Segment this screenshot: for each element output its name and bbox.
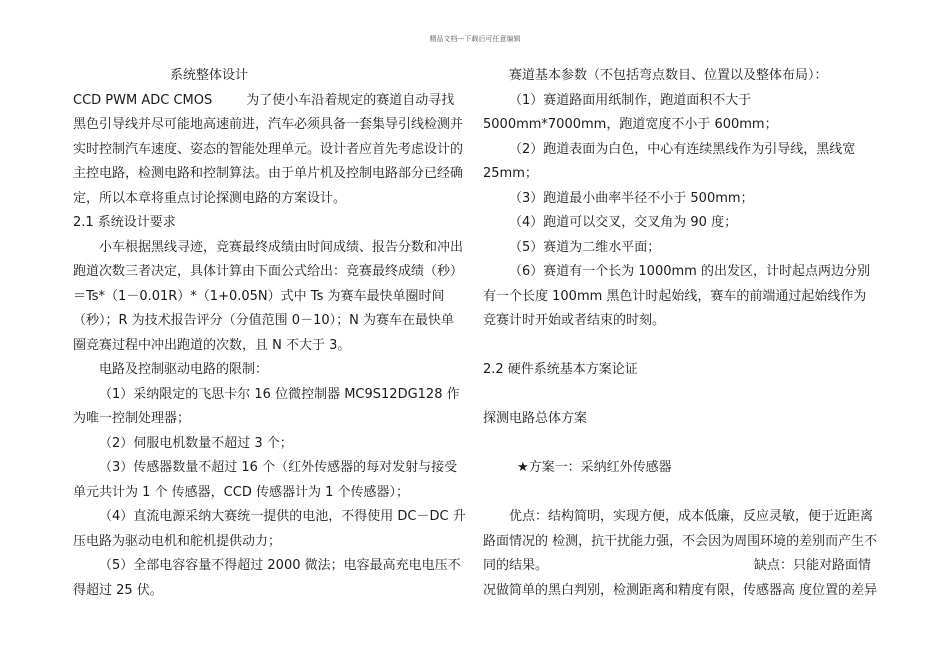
limit-item-5: （5）全部电容容量不得超过 2000 微法；电容最高充电电压不得超过 25 伏。 xyxy=(73,558,461,598)
disadvantages-text: 缺点：只能对路面情况做简单的黑白判别，检测距离和精度有限，传感器高 度位置的差异 xyxy=(483,558,878,598)
intro-paragraph xyxy=(73,89,466,212)
track-item-2: （2）跑道表面为白色，中心有连续黑线作为引导线，黑线宽 25mm； xyxy=(483,141,856,181)
section-2-1-heading: 2.1 系统设计要求 xyxy=(73,215,176,230)
track-item-5: （5）赛道为二维水平面； xyxy=(509,239,661,255)
track-item-6: （6）赛道有一个长为 1000mm 的出发区，计时起点两边分别有一个长度 100mm 黑色计时起始线，赛车的前端通过起始线作为竞赛计时开始或者结束的时刻。 xyxy=(483,264,870,328)
track-item-3: （3）跑道最小曲率半径不小于 500mm； xyxy=(509,190,754,206)
scoring-paragraph: 小车根据黑线寻迹，竞赛最终成绩由时间成绩、报告分数和冲出跑道次数三者决定，具体计算由下面公式给出：竞赛最终成绩（秒）＝Ts*（1－0.01R）*（1+0.05N）式中 Ts 为赛车最快单圈时间（秒）；R 为技术报告评分（分值范围 0－10）；N 为赛车在最快单圈竞赛过程中冲出跑道的次数，且 N 不大于 3。 xyxy=(73,239,464,353)
plan-one-heading: ★方案一：采纳红外传感器 xyxy=(517,460,672,475)
advantages-paragraph xyxy=(483,505,878,603)
limit-item-1: （1）采纳限定的飞思卡尔 16 位微控制器 MC9S12DG128 作为唯一控制处理器； xyxy=(73,386,460,426)
limit-item-4: （4）直流电源采纳大赛统一提供的电池，不得使用 DC－DC 升压电路为驱动电机和舵机提供动力； xyxy=(73,509,466,549)
left-column xyxy=(73,64,466,603)
page-header: 精品文档---下载后可任意编辑 xyxy=(429,35,521,43)
advantages-text: 优点：结构简明，实现方便，成本低廉，反应灵敏，便于近距离路面情况的 检测，抗干扰能力强，不会因为周围环境的差别而产生不同的结果。 xyxy=(483,509,878,573)
section-2-2-heading: 2.2 硬件系统基本方案论证 xyxy=(483,362,638,377)
track-item-4: （4）跑道可以交叉，交叉角为 90 度； xyxy=(509,215,738,230)
keywords: CCD PWM ADC CMOS xyxy=(73,92,213,108)
track-params-heading: 赛道基本参数（不包括弯点数目、位置以及整体布局）： xyxy=(509,68,828,83)
detection-heading: 探测电路总体方案 xyxy=(483,411,588,426)
right-column xyxy=(483,64,878,603)
intro-text: 为了使小车沿着规定的赛道自动寻找黑色引导线并尽可能地高速前进，汽车必须具备一套集导引线检测并实时控制汽车速度、姿态的智能处理单元。设计者应首先考虑设计的主控电路，检测电路和控制算法。由于单片机及控制电路部分已经确定，所以本章将重点讨论探测电路的方案设计。 xyxy=(73,92,464,206)
track-item-1: （1）赛道路面用纸制作，跑道面积不大于 5000mm*7000mm，跑道宽度不小于 600mm； xyxy=(483,92,778,132)
limit-item-2: （2）伺服电机数量不超过 3 个； xyxy=(99,435,293,451)
limits-heading: 电路及控制驱动电路的限制： xyxy=(99,362,269,377)
section-title: 系统整体设计 xyxy=(170,68,249,83)
limit-item-3: （3）传感器数量不超过 16 个（红外传感器的每对发射与接受单元共计为 1 个 传感器，CCD 传感器计为 1 个传感器）； xyxy=(73,460,458,500)
